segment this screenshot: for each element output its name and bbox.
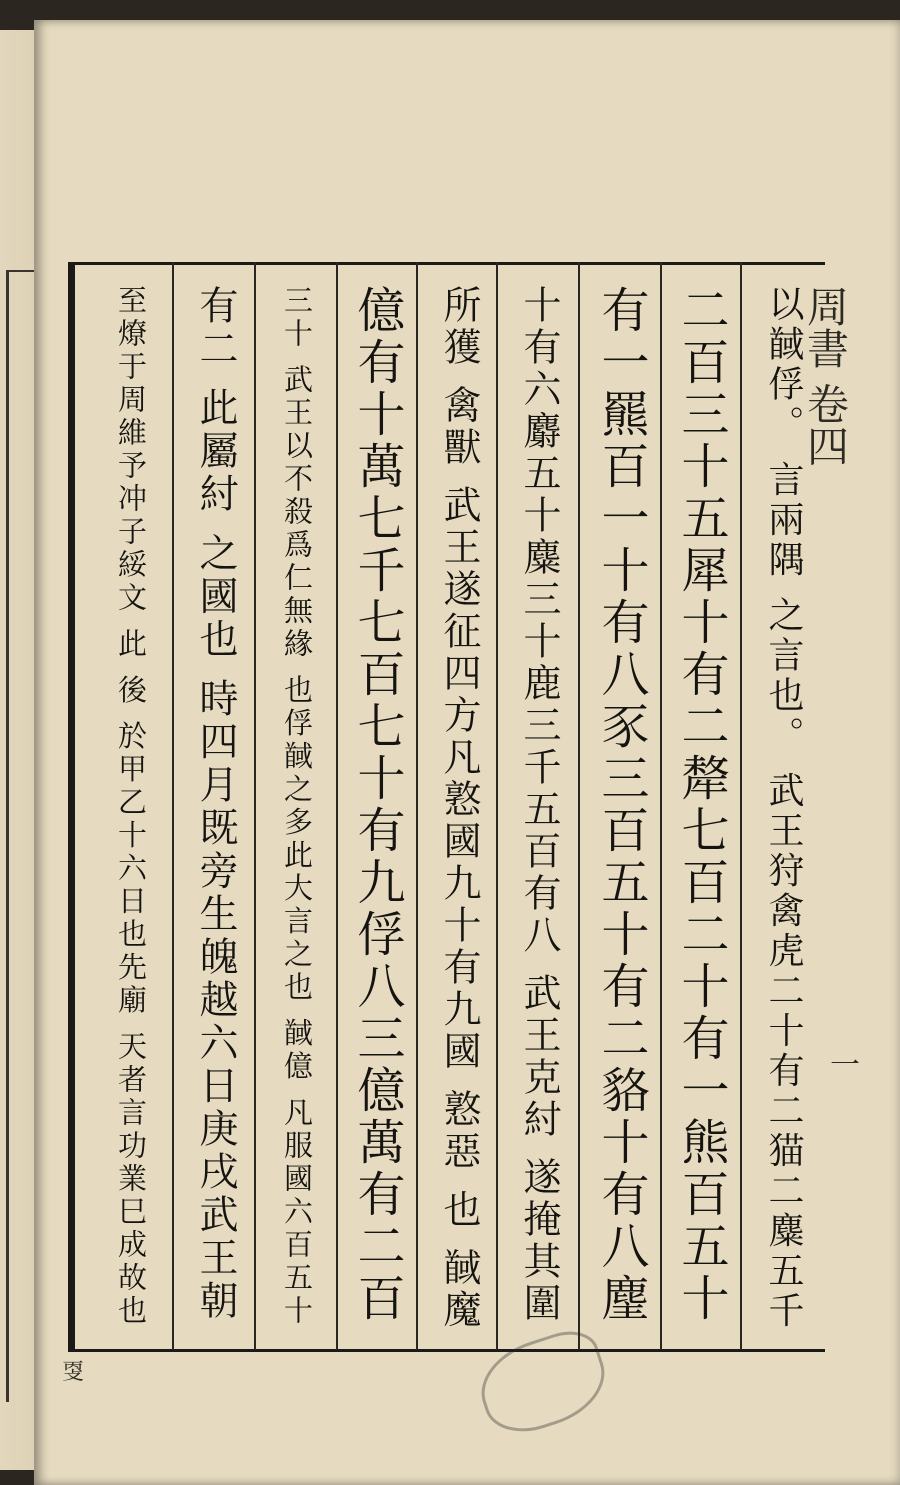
column-rule [660,262,662,1350]
column-rule [336,262,338,1350]
text-column-7: 三十 武王以不殺爲仁無緣 也俘馘之多此大言之也 馘億 凡服國六百五十 [280,285,314,1328]
text-column-4: 十有六麝五十麋三十鹿三千五百有八 武王克紂 遂掩其圍 [517,285,561,1326]
text-column-9: 至燎于周維予冲子綏文 此 後 於甲乙十六日也先廟 天者言功業巳成故也 [114,285,148,1328]
column-rule [578,262,580,1350]
running-head: 周書 卷四 [801,285,850,467]
folio-mark: 一 [830,1048,860,1083]
column-rule [254,262,256,1350]
text-column-8: 有二 此屬紂 之國也 時四月既旁生魄越六日庚戌武王朝 [193,285,238,1324]
column-rule [416,262,418,1350]
bottom-mark: 㪅 [62,1360,85,1385]
column-rule [740,262,742,1350]
text-column-5: 所獲 禽獸 武王遂征四方凡憝國九十有九國 憝惡 也 馘魔 [437,285,481,1332]
text-column-2: 二百三十五犀十有二犛七百二十有一熊百五十 [673,285,729,1325]
text-column-3: 有一羆百一十有八豕三百五十有二貉十有八麈 [593,285,649,1325]
column-rule [172,262,174,1350]
text-column-1: 以馘俘。 言兩隅 之言也。 武王狩禽虎二十有二猫二麋五千 [763,285,804,1332]
column-rule [496,262,498,1350]
text-column-6: 億有十萬七千七百七十有九俘八三億萬有二百 [349,285,405,1325]
